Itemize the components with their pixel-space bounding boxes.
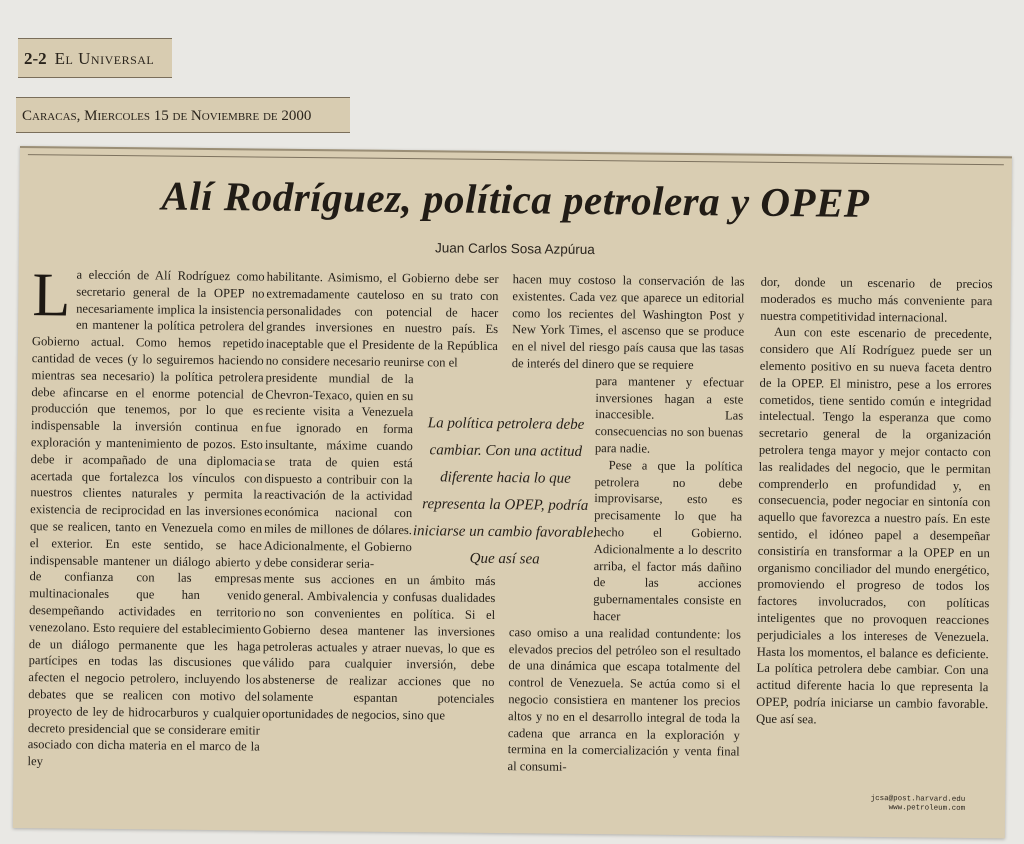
column-2-bottom-text: mente sus acciones en un ámbito más general. Ambivalencia y confusas dualidades no son convenientes en política. Si el Gobierno desea mantener las inversiones petroleras actuales y atraer nuevas, lo que es válido para cualquier inversión, debe abstenerse de realizar acciones que no solamente espantan potenciales oportunidades de negocios, sino que xyxy=(261,571,496,723)
article-column-1 xyxy=(27,261,265,772)
column-2-mid-text: presidente mundial de la Chevron-Texaco, quien en su reciente visita a Venezuela fue ignorado en forma insultante, máxime cuando se trata de quien está dispuesto a contribuir con la reactivación de la actividad económica nacional con miles de millones de dólares. Adicionalmente, el Gobierno debe considerar seria- xyxy=(263,370,414,571)
publication-date: Caracas, Miercoles 15 de Noviembre de 2000 xyxy=(22,108,312,124)
page-number-tag xyxy=(18,38,172,78)
author-contact xyxy=(871,795,966,814)
column-3-mid-text-a: para mantener y efectuar inversiones hagan a este inaccesible. Las consecuencias no son buenas para nadie. xyxy=(594,373,744,456)
article-author: Juan Carlos Sosa Azpúrua xyxy=(434,240,595,258)
column-2-top-text: habilitante. Asimismo, el Gobierno debe ser extremadamente cauteloso en su trato con personalidades con potencial de hacer grandes inversiones en nuestro país. Es inaceptable que el Presidente de la República no considere necesario reunirse con el xyxy=(265,269,499,370)
contact-website: www.petroleum.com xyxy=(888,804,966,813)
contact-email: jcsa@post.harvard.edu xyxy=(870,794,966,804)
date-tag xyxy=(16,97,350,133)
column-4-text-a: dor, donde un escenario de precios moderados es mucho más conveniente para nuestra competitividad internacional. xyxy=(760,274,993,325)
column-4-text-b: Aun con este escenario de precedente, considero que Alí Rodríguez puede ser un elemento positivo en su nueva faceta dentro de la OPEP. El ministro, pese a los errores cometidos, tiene sentido común e integridad intelectual. Tengo la esperanza que como secretario general de la organización petrolera tenga mayor y mejor contacto con las realidades del negocio, que le permitan comprenderlo en profundidad y, en consecuencia, poder negociar en sintonía con aquello que favorezca a nuestro país. En este sentido, el idóneo papel a desempeñar consistiría en transformar a la OPEP en un organismo conciliador del mundo energético, promoviendo el progreso de todos los factores involucrados, con políticas inteligentes que no provoquen reacciones perjudiciales a los intereses de Venezuela. Hasta los momentos, el balance es deficiente. La política petrolera debe cambiar. Con una actitud diferente hacia lo que representa la OPEP, podría iniciarse un cambio favorable. Que así sea. xyxy=(755,325,993,727)
column-3-mid-text-b: Pese a que la política petrolera no debe improvisarse, esto es precisamente lo que ha hecho el Gobierno. Adicionalmente a lo descrito arriba, el factor más dañino de las acciones gubernamentales consiste en hacer xyxy=(593,457,743,624)
column-3-top-text: hacen muy costoso la conservación de las existentes. Cada vez que aparece un editorial como los recientes del Washington Post y New York Times, el ascenso que se produce en el nivel del riesgo país causa que las tasas de interés del dinero que se requiere xyxy=(511,272,745,373)
page-number: 2-2 xyxy=(24,49,47,68)
newspaper-name: El Universal xyxy=(54,49,155,68)
article-column-4 xyxy=(756,274,993,730)
top-rule xyxy=(28,154,1004,165)
column-3-bottom-text: caso omiso a una realidad contundente: los elevados precios del petróleo son el resultado de una dinámica que escapa totalmente del control de Venezuela. Se actúa como si el negocio consistiera en mantener los precios altos y no en el desarrollo integral de toda la cadena que arranca en la exploración y termina en la comercialización y venta final al consumi- xyxy=(507,624,741,774)
pull-quote: La política petrolera debe cambiar. Con una actitud diferente hacia lo que representa la OPEP, podría iniciarse un cambio favorable. Que así sea xyxy=(412,415,598,568)
drop-cap: L xyxy=(32,261,71,330)
article-title: Alí Rodríguez, política petrolera y OPEP xyxy=(161,172,870,226)
column-1-text: a elección de Alí Rodríguez como secretario general de la OPEP no necesariamente implica la insistencia en mantener la política petrolera del Gobierno actual. Como hemos repetido cantidad de veces (y lo seguiremos haciendo mientras sea necesario) la política petrolera debe afincarse en el enorme potencial de producción que tenemos, por lo que es indispensable la inversión continua en exploración y mantenimiento de pozos. Esto debe ir acompañado de una diplomacia acertada que fortalezca los vínculos con nuestros clientes naturales y permita la existencia de reciprocidad en las inversiones que se realicen, tanto en Venezuela como en el exterior. En este sentido, se hace indispensable mantener un diálogo abierto y de confianza con las empresas multinacionales que han venido desempeñando actividades en territorio venezolano. Esto requiere del establecimiento de un diálogo permanente que les haga partícipes en todas las discusiones que afecten el negocio petrolero, incluyendo los debates que se realicen con motivo del proyecto de ley de hidrocarburos y cualquier decreto presidencial que se considerare emitir asociado con dicha materia en el marco de la ley xyxy=(27,267,265,769)
newspaper-clipping xyxy=(13,146,1012,838)
